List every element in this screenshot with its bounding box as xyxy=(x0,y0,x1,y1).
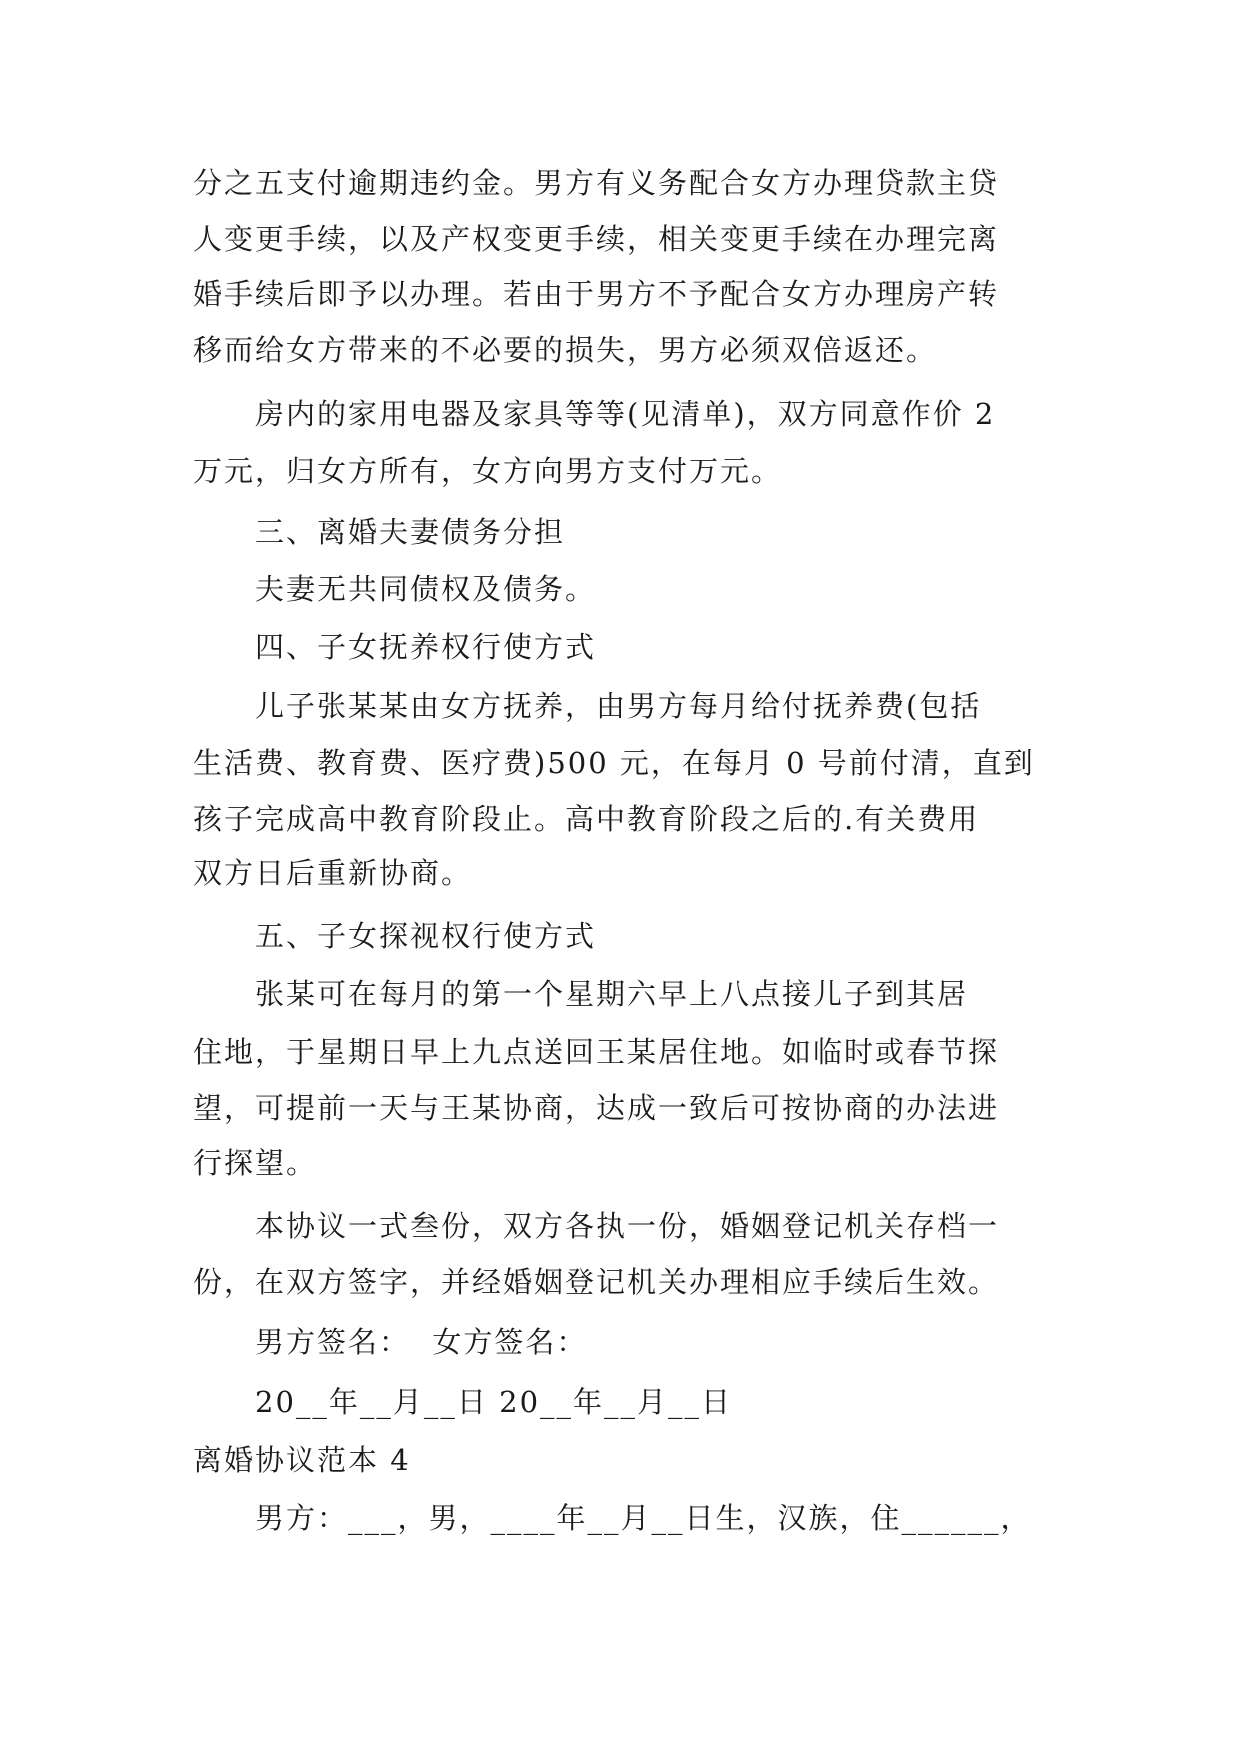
section-heading: 五、子女探视权行使方式 xyxy=(255,919,597,953)
text-line: 夫妻无共同债权及债务。 xyxy=(255,572,597,606)
text-line: 男方：___，男，____年__月__日生，汉族，住______， xyxy=(255,1501,1032,1535)
signature-labels: 男方签名： 女方签名： xyxy=(255,1325,588,1359)
text-line: 住地，于星期日早上九点送回王某居住地。如临时或春节探 xyxy=(193,1035,1000,1069)
section-heading: 四、子女抚养权行使方式 xyxy=(255,630,597,664)
text-line: 移而给女方带来的不必要的损失，男方必须双倍返还。 xyxy=(193,333,938,367)
text-line: 万元，归女方所有，女方向男方支付万元。 xyxy=(193,454,783,488)
section-heading: 三、离婚夫妻债务分担 xyxy=(255,515,566,549)
text-line: 分之五支付逾期违约金。男方有义务配合女方办理贷款主贷 xyxy=(193,166,1000,200)
text-line: 人变更手续，以及产权变更手续，相关变更手续在办理完离 xyxy=(193,222,1000,256)
text-line: 本协议一式叁份，双方各执一份，婚姻登记机关存档一 xyxy=(255,1209,1000,1243)
section-title: 离婚协议范本 4 xyxy=(193,1443,411,1477)
text-line: 行探望。 xyxy=(193,1146,318,1180)
text-line: 房内的家用电器及家具等等(见清单)，双方同意作价 2 xyxy=(255,397,996,431)
text-line: 孩子完成高中教育阶段止。高中教育阶段之后的.有关费用 xyxy=(193,802,980,836)
date-line: 20__年__月__日 20__年__月__日 xyxy=(255,1385,733,1419)
text-line: 份，在双方签字，并经婚姻登记机关办理相应手续后生效。 xyxy=(193,1265,1000,1299)
text-line: 双方日后重新协商。 xyxy=(193,856,473,890)
text-line: 张某可在每月的第一个星期六早上八点接儿子到其居 xyxy=(255,977,969,1011)
text-line: 生活费、教育费、医疗费)500 元，在每月 0 号前付清，直到 xyxy=(193,746,1035,780)
text-line: 婚手续后即予以办理。若由于男方不予配合女方办理房产转 xyxy=(193,277,1000,311)
text-line: 儿子张某某由女方抚养，由男方每月给付抚养费(包括 xyxy=(255,689,982,723)
text-line: 望，可提前一天与王某协商，达成一致后可按协商的办法进 xyxy=(193,1091,1000,1125)
